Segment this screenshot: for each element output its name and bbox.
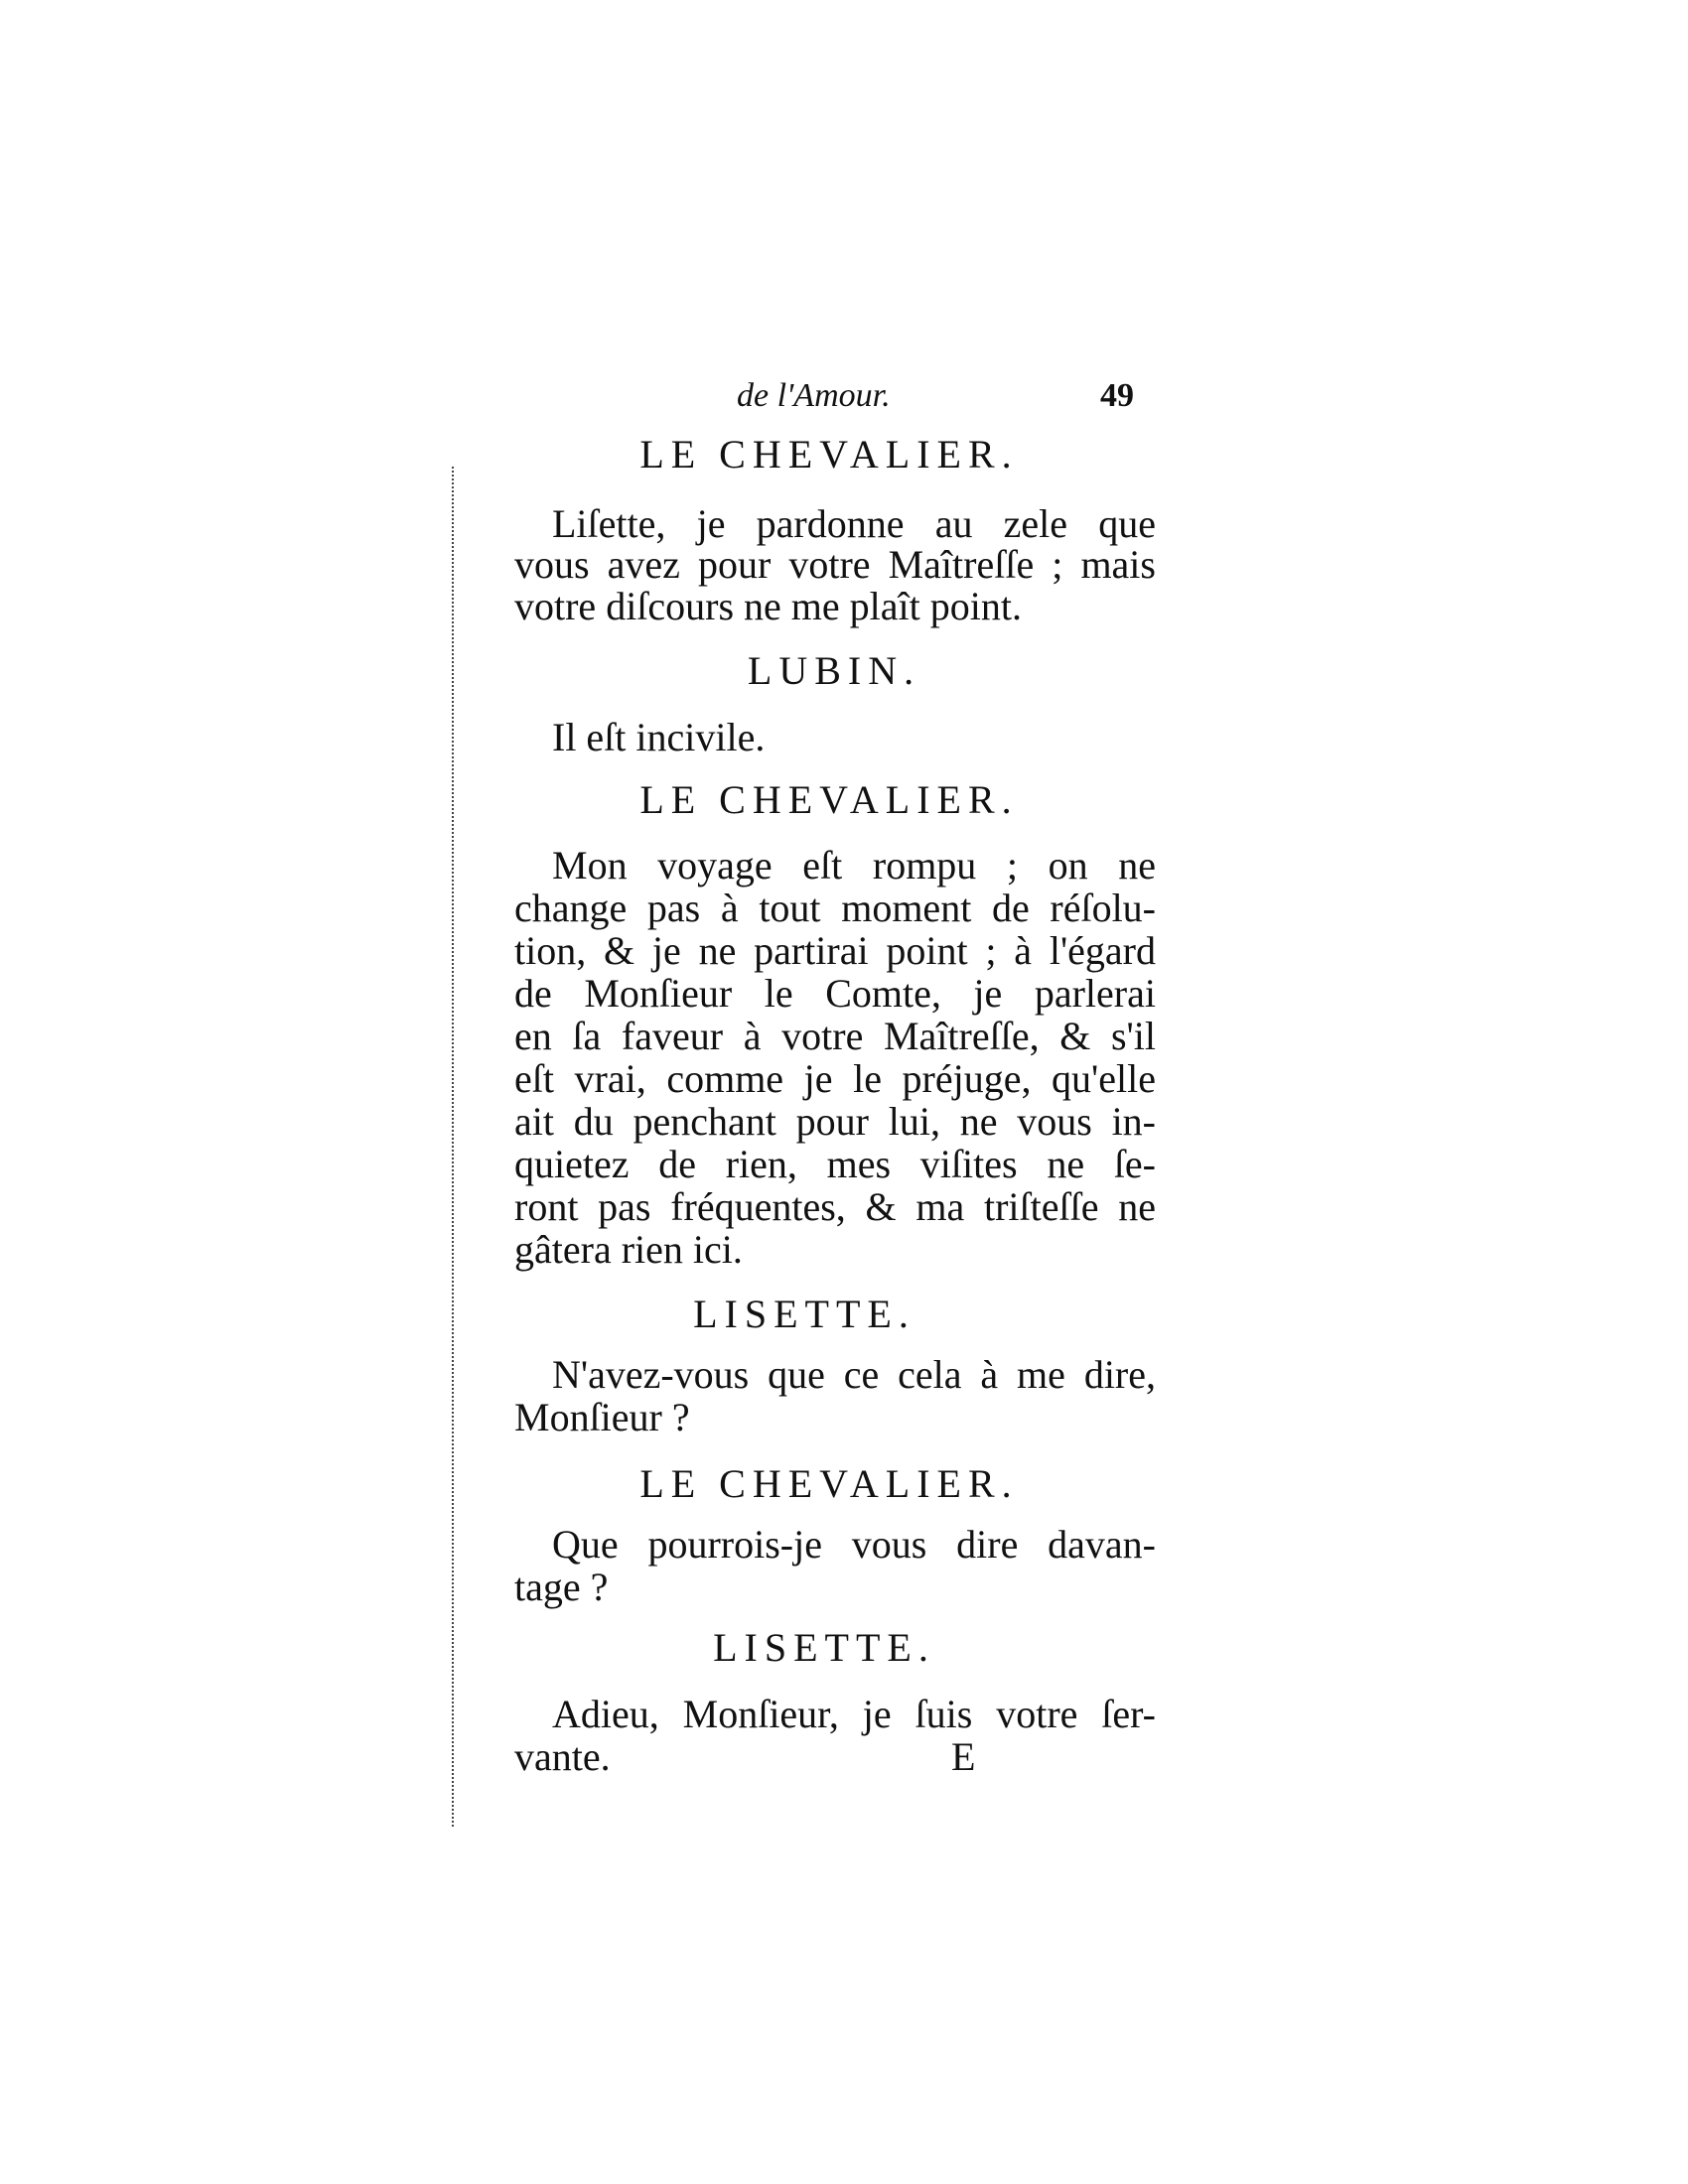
speaker-heading: LISETTE. — [713, 1625, 935, 1670]
text-line: ront pas fréquentes, & ma triſteſſe ne — [514, 1184, 1156, 1229]
text-line: change pas à tout moment de réſolu- — [514, 886, 1156, 930]
text-line: Mon voyage eſt rompu ; on ne — [552, 843, 1156, 887]
text-line: vous avez pour votre Maîtreſſe ; mais — [514, 542, 1156, 587]
speaker-heading: LUBIN. — [747, 648, 921, 693]
text-line: Monſieur ? — [514, 1395, 690, 1439]
signature-mark: E — [951, 1734, 976, 1779]
speaker-heading: LISETTE. — [693, 1292, 915, 1336]
text-line: tion, & je ne partirai point ; à l'égard — [514, 928, 1156, 973]
text-line: Que pourrois-je vous dire davan- — [552, 1522, 1156, 1567]
speaker-heading: LE CHEVALIER. — [639, 777, 1019, 822]
text-line: Il eſt incivile. — [552, 715, 766, 759]
text-line: votre diſcours ne me plaît point. — [514, 584, 1022, 628]
speaker-heading: LE CHEVALIER. — [639, 1461, 1019, 1506]
text-line: tage ? — [514, 1565, 609, 1609]
text-line: eſt vrai, comme je le préjuge, qu'elle — [514, 1056, 1156, 1101]
text-line: en ſa faveur à votre Maîtreſſe, & s'il — [514, 1014, 1156, 1058]
text-line: quietez de rien, mes viſites ne ſe- — [514, 1142, 1156, 1186]
text-line: Liſette, je pardonne au zele que — [552, 501, 1156, 546]
running-title: de l'Amour. — [737, 377, 891, 414]
text-line: ait du penchant pour lui, ne vous in- — [514, 1099, 1156, 1144]
text-line: gâtera rien ici. — [514, 1227, 743, 1272]
gutter-shadow-line — [452, 467, 454, 1827]
page-number: 49 — [1100, 377, 1134, 414]
text-line: Adieu, Monſieur, je ſuis votre ſer- — [552, 1692, 1156, 1736]
text-line: vante. — [514, 1734, 611, 1779]
text-line: N'avez-vous que ce cela à me dire, — [552, 1352, 1156, 1397]
speaker-heading: LE CHEVALIER. — [639, 432, 1019, 477]
text-line: de Monſieur le Comte, je parlerai — [514, 971, 1156, 1016]
